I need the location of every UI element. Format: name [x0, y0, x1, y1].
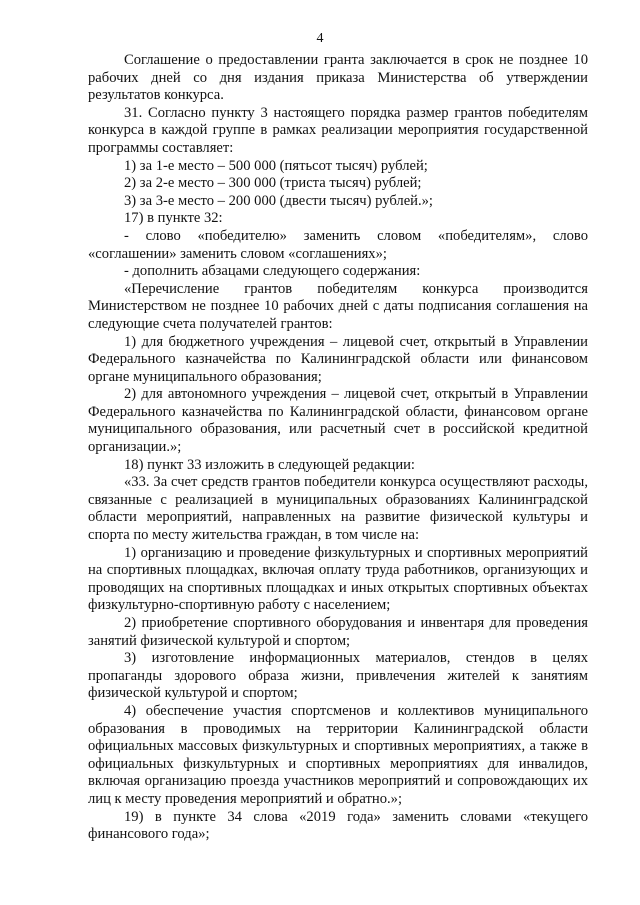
paragraph: Соглашение о предоставлении гранта заключается в срок не позднее 10 рабочих дней со дня издания приказа Министерства об утверждении результатов конкурса.: [88, 52, 588, 104]
paragraph: «33. За счет средств грантов победители конкурса осуществляют расходы, связанные с реализацией в муниципальных образованиях Калининградской области мероприятий, направленных на развитие физической культуры и спорта по месту жительства граждан, в том числе на:: [88, 474, 588, 544]
paragraph: 4) обеспечение участия спортсменов и коллективов муниципального образования в проводимых на территории Калининградской области официальных массовых физкультурных и спортивных мероприятиях, а также в официальных физкультурных и спортивных мероприятиях для инвалидов, включая организацию проезда участников мероприятий и сопровождающих их лиц к месту проведения мероприятий и обратно.»;: [88, 702, 588, 807]
paragraph: 1) организацию и проведение физкультурных и спортивных мероприятий на спортивных площадках, включая оплату труда работников, организующих и проводящих на спортивных площадках и иных открытых спортивных объектах физкультурно-спортивную работу с населением;: [88, 544, 588, 614]
paragraph: 1) для бюджетного учреждения – лицевой счет, открытый в Управлении Федерального казначейства по Калининградской области или финансовом органе муниципального образования;: [88, 333, 588, 385]
paragraph: 2) для автономного учреждения – лицевой счет, открытый в Управлении Федерального казначейства по Калининградской области, финансовом органе муниципального образования, или расчетный счет в российской кредитной организации.»;: [88, 386, 588, 456]
paragraph: 18) пункт 33 изложить в следующей редакции:: [124, 456, 415, 473]
page-number: 4: [316, 31, 324, 46]
paragraph: 3) изготовление информационных материалов, стендов в целях пропаганды здорового образа жизни, привлечения жителей к занятиям физической культурой и спортом;: [88, 650, 588, 702]
paragraph: 2) приобретение спортивного оборудования и инвентаря для проведения занятий физической культурой и спортом;: [88, 615, 588, 649]
paragraph: 1) за 1-е место – 500 000 (пятьсот тысяч) рублей;: [124, 157, 428, 174]
paragraph: «Перечисление грантов победителям конкурса производится Министерством не позднее 10 рабочих дней с даты подписания соглашения на следующие счета получателей грантов:: [88, 280, 588, 332]
paragraph: 31. Согласно пункту 3 настоящего порядка размер грантов победителям конкурса в каждой группе в рамках реализации мероприятия государственной программы составляет:: [88, 104, 588, 156]
paragraph: 17) в пункте 32:: [124, 210, 223, 227]
document-body: [88, 52, 588, 844]
paragraph: - дополнить абзацами следующего содержания:: [124, 263, 421, 280]
paragraph: - слово «победителю» заменить словом «победителям», слово «соглашении» заменить словом «соглашениях»;: [88, 227, 588, 262]
paragraph: 3) за 3-е место – 200 000 (двести тысяч) рублей.»;: [124, 192, 433, 209]
paragraph: 19) в пункте 34 слова «2019 года» заменить словами «текущего финансового года»;: [88, 808, 588, 843]
paragraph: 2) за 2-е место – 300 000 (триста тысяч) рублей;: [124, 175, 422, 192]
